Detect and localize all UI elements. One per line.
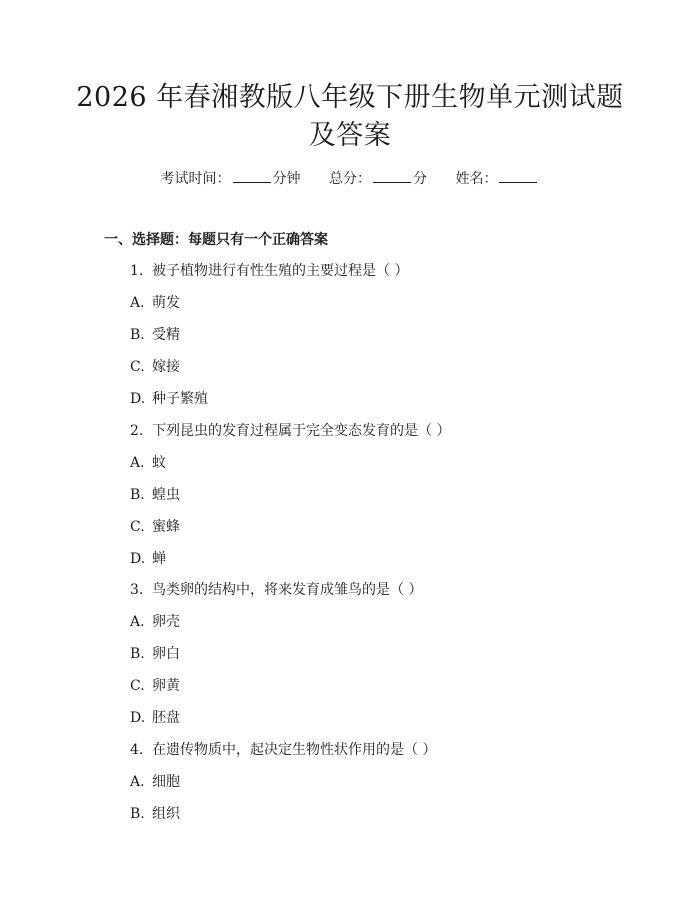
option-letter: A. (130, 295, 145, 311)
question-2-option-d (130, 549, 166, 569)
option-letter: A. (130, 455, 145, 471)
question-4-option-a (130, 772, 180, 792)
question-1-option-c (130, 357, 180, 377)
total-score-blank (373, 168, 411, 183)
option-text: 蚊 (152, 455, 166, 471)
question-3-option-b (130, 644, 180, 664)
question-number: 1. (130, 263, 144, 279)
section-heading: 一、选择题：每题只有一个正确答案 (104, 232, 328, 248)
option-text: 卵白 (152, 646, 180, 662)
question-number: 3. (130, 582, 144, 598)
question-text: 被子植物进行有性生殖的主要过程是（ ） (152, 263, 409, 279)
question-text: 下列昆虫的发育过程属于完全变态发育的是（ ） (152, 423, 451, 439)
exam-time-unit: 分钟 (272, 171, 301, 187)
question-1-option-a (130, 293, 180, 313)
total-score-field (329, 171, 431, 187)
name-field (455, 171, 539, 187)
question-4-option-b (130, 804, 180, 824)
question-4 (130, 740, 436, 760)
option-letter: D. (130, 710, 146, 726)
question-1-option-d (130, 389, 208, 409)
question-number: 2. (130, 423, 144, 439)
option-letter: B. (130, 646, 145, 662)
option-text: 蝗虫 (152, 487, 180, 503)
option-text: 细胞 (152, 774, 180, 790)
option-letter: C. (130, 519, 145, 535)
question-2-option-b (130, 485, 180, 505)
question-text: 鸟类卵的结构中，将来发育成雏鸟的是（ ） (152, 582, 423, 598)
option-letter: D. (130, 551, 146, 567)
question-3 (130, 580, 422, 600)
question-2 (130, 421, 450, 441)
question-1 (130, 261, 408, 281)
total-score-unit: 分 (413, 171, 427, 187)
question-number: 4. (130, 742, 144, 758)
option-text: 蝉 (152, 551, 166, 567)
option-text: 萌发 (152, 295, 180, 311)
option-letter: A. (130, 774, 145, 790)
option-letter: C. (130, 359, 145, 375)
option-letter: D. (130, 391, 146, 407)
option-text: 卵壳 (152, 614, 180, 630)
page-title-line-1: 2026 年春湘教版八年级下册生物单元测试题 (76, 82, 624, 113)
option-letter: B. (130, 487, 145, 503)
option-text: 胚盘 (152, 710, 180, 726)
exam-info-line (0, 168, 700, 189)
option-text: 种子繁殖 (152, 391, 208, 407)
exam-time-label: 考试时间： (160, 171, 231, 187)
option-text: 组织 (152, 806, 180, 822)
name-label: 姓名： (455, 171, 498, 187)
question-2-option-a (130, 453, 166, 473)
question-3-option-d (130, 708, 180, 728)
option-letter: B. (130, 327, 145, 343)
exam-time-field (161, 171, 305, 187)
total-score-label: 总分： (329, 171, 371, 187)
exam-time-blank (233, 168, 271, 183)
option-text: 蜜蜂 (152, 519, 180, 535)
question-text: 在遗传物质中，起决定生物性状作用的是（ ） (152, 742, 437, 758)
option-letter: A. (130, 614, 145, 630)
question-2-option-c (130, 517, 180, 537)
question-1-option-b (130, 325, 180, 345)
option-text: 嫁接 (152, 359, 180, 375)
option-text: 卵黄 (152, 678, 180, 694)
question-3-option-c (130, 676, 180, 696)
page-title-line-2: 及答案 (308, 120, 392, 151)
option-letter: B. (130, 806, 145, 822)
name-blank (499, 168, 537, 183)
option-text: 受精 (152, 327, 180, 343)
option-letter: C. (130, 678, 145, 694)
question-3-option-a (130, 612, 180, 632)
